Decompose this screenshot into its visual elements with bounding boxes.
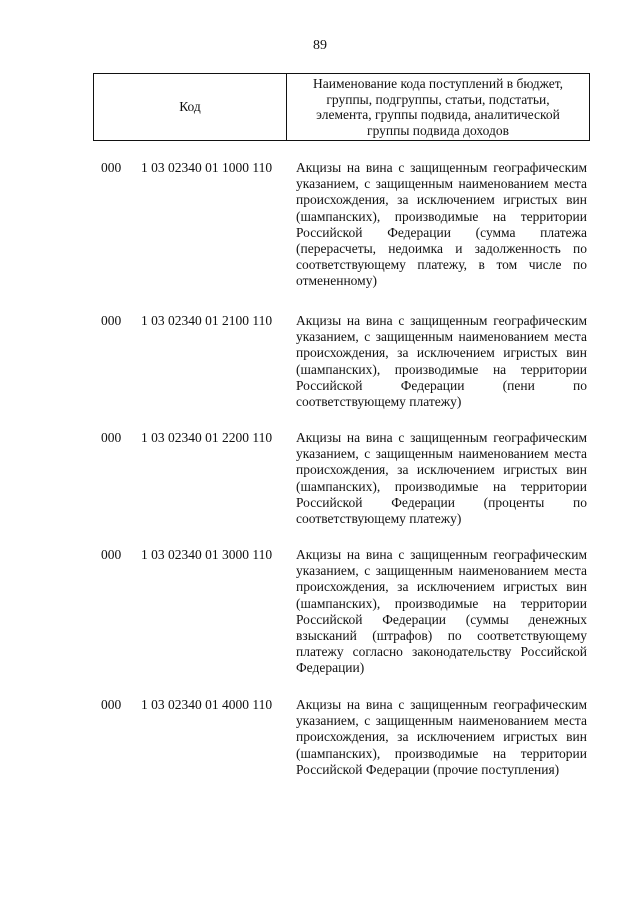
table-row bbox=[0, 697, 640, 807]
table-row bbox=[0, 430, 640, 547]
revenue-code: 1 03 02340 01 4000 110 bbox=[141, 697, 273, 712]
admin-code: 000 bbox=[101, 697, 122, 712]
entries-list bbox=[0, 160, 640, 807]
admin-code: 000 bbox=[101, 160, 122, 175]
revenue-description: Акцизы на вина с защищенным географическим указанием, с защищенным наименованием места происхождения, за исключением игристых вин (шампанских), производимые на территории Российской Федерации (пени по соответствующему платежу) bbox=[296, 313, 587, 410]
revenue-description: Акцизы на вина с защищенным географическим указанием, с защищенным наименованием места происхождения, за исключением игристых вин (шампанских), производимые на территории Российской Федерации (проценты по соответствующему платежу) bbox=[296, 430, 587, 527]
page-number: 89 bbox=[313, 38, 327, 53]
revenue-code: 1 03 02340 01 2100 110 bbox=[141, 313, 273, 328]
revenue-description: Акцизы на вина с защищенным географическим указанием, с защищенным наименованием места происхождения, за исключением игристых вин (шампанских), производимые на территории Российской Федерации (прочие поступления) bbox=[296, 697, 587, 777]
table-header bbox=[93, 73, 590, 141]
revenue-code: 1 03 02340 01 2200 110 bbox=[141, 430, 273, 445]
header-name-column: Наименование кода поступлений в бюджет, группы, подгруппы, статьи, подстатьи, элемента, группы подвида, аналитической группы подвида доходов bbox=[312, 76, 563, 138]
table-row bbox=[0, 313, 640, 430]
header-code-column: Код bbox=[94, 74, 287, 140]
revenue-code: 1 03 02340 01 1000 110 bbox=[141, 160, 273, 175]
admin-code: 000 bbox=[101, 547, 122, 562]
revenue-description: Акцизы на вина с защищенным географическим указанием, с защищенным наименованием места происхождения, за исключением игристых вин (шампанских), производимые на территории Российской Федерации (сумма платежа (перерасчеты, недоимка и задолженность по соответствующему платежу, в том числе по отмененному) bbox=[296, 160, 587, 289]
revenue-code: 1 03 02340 01 3000 110 bbox=[141, 547, 273, 562]
table-row bbox=[0, 547, 640, 697]
table-row bbox=[0, 160, 640, 313]
revenue-description: Акцизы на вина с защищенным географическим указанием, с защищенным наименованием места происхождения, за исключением игристых вин (шампанских), производимые на территории Российской Федерации (суммы денежных взысканий (штрафов) по соответствующему платежу согласно законодательству Российской Федерации) bbox=[296, 547, 587, 676]
admin-code: 000 bbox=[101, 430, 122, 445]
admin-code: 000 bbox=[101, 313, 122, 328]
